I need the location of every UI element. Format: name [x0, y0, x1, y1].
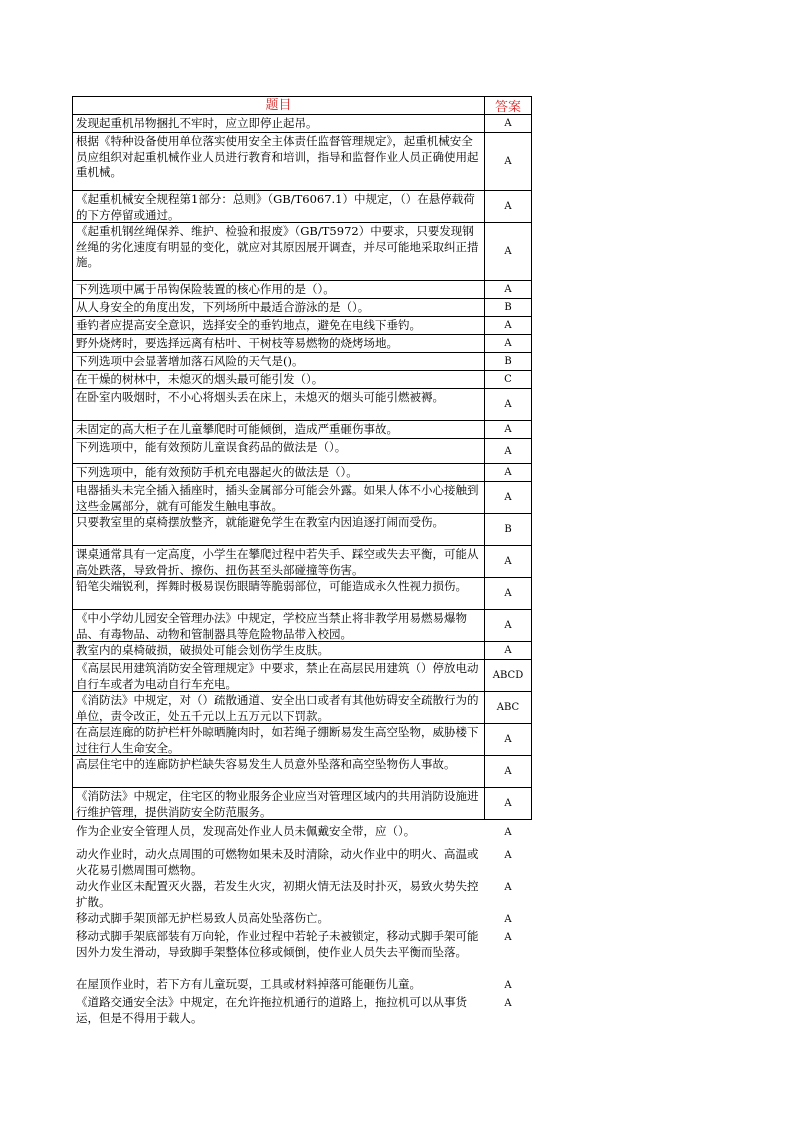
table-row [72, 482, 532, 514]
table-row [72, 910, 532, 928]
question-text: 《起重机械安全规程第1部分：总则》（GB/T6067.1）中规定，（）在悬停载荷的下方停留或通过。 [72, 191, 484, 223]
question-text: 教室内的桌椅破损，破损处可能会划伤学生皮肤。 [72, 642, 484, 660]
question-text: 《道路交通安全法》中规定，在允许拖拉机通行的道路上，拖拉机可以从事货运，但是不得用于载人。 [76, 995, 467, 1025]
answer-cell: A [484, 335, 532, 353]
answer-cell: A [484, 191, 532, 223]
question-text: 《消防法》中规定，住宅区的物业服务企业应当对管理区域内的共用消防设施进行维护管理，提供消防安全防范服务。 [72, 788, 484, 820]
table-row [72, 223, 532, 281]
answer-cell: A [484, 610, 532, 642]
table-row [72, 976, 532, 994]
table-row [72, 335, 532, 353]
question-text: 《起重机钢丝绳保养、维护、检验和报废》（GB/T5972）中要求，只要发现钢丝绳的劣化速度有明显的变化，就应对其原因展开调查，并尽可能地采取纠正措施。 [72, 223, 484, 281]
answer-cell: A [504, 827, 512, 838]
answer-cell: A [484, 439, 532, 464]
answer-cell: A [484, 546, 532, 578]
question-text: 《中小学幼儿园安全管理办法》中规定，学校应当禁止将非教学用易燃易爆物品、有毒物品、动物和管制器具等危险物品带入校园。 [72, 610, 484, 642]
answer-cell: A [504, 980, 512, 991]
question-text: 移动式脚手架顶部无护栏易致人员高处坠落伤亡。 [76, 911, 329, 925]
table-row [72, 660, 532, 692]
answer-cell: A [484, 756, 532, 788]
table-row [72, 464, 532, 482]
answer-cell: B [484, 353, 532, 371]
answer-cell: C [484, 371, 532, 389]
answer-cell: A [504, 998, 512, 1009]
answer-cell: A [484, 281, 532, 299]
answer-cell: A [484, 317, 532, 335]
table-row [72, 299, 532, 317]
table-row [72, 642, 532, 660]
answer-cell: A [484, 115, 532, 133]
answer-cell: A [484, 642, 532, 660]
answer-cell: A [484, 482, 532, 514]
answer-cell: A [504, 932, 512, 943]
table-row [72, 994, 532, 1026]
table-row [72, 353, 532, 371]
answer-cell: A [484, 724, 532, 756]
unbordered-list-body [72, 823, 532, 1026]
table-row [72, 546, 532, 578]
question-text: 铅笔尖端锐利，挥舞时极易误伤眼睛等脆弱部位，可能造成永久性视力损伤。 [72, 578, 484, 610]
question-text: 在屋顶作业时，若下方有儿童玩耍，工具或材料掉落可能砸伤儿童。 [76, 977, 421, 991]
table-row [72, 610, 532, 642]
answer-cell: A [484, 788, 532, 820]
table-row [72, 281, 532, 299]
answer-cell: A [484, 578, 532, 610]
question-column-header: 题目 [72, 96, 484, 115]
question-text: 只要教室里的桌椅摆放整齐，就能避免学生在教室内因追逐打闹而受伤。 [72, 514, 484, 546]
question-text: 发现起重机吊物捆扎不牢时，应立即停止起吊。 [72, 115, 484, 133]
table-row [72, 788, 532, 820]
answer-cell: A [484, 464, 532, 482]
question-text: 高层住宅中的连廊防护栏缺失容易发生人员意外坠落和高空坠物伤人事故。 [72, 756, 484, 788]
table-row [72, 756, 532, 788]
answer-cell: A [484, 421, 532, 439]
answer-cell: A [484, 389, 532, 421]
question-text: 下列选项中会显著增加落石风险的天气是()。 [72, 353, 484, 371]
table-row [72, 439, 532, 464]
answer-cell: A [504, 914, 512, 925]
table-row [72, 724, 532, 756]
table-row [72, 692, 532, 724]
question-text: 作为企业安全管理人员，发现高处作业人员未佩戴安全带，应（）。 [76, 824, 416, 838]
table-row [72, 514, 532, 546]
question-text: 《高层民用建筑消防安全管理规定》中要求，禁止在高层民用建筑（）停放电动自行车或者为电动自行车充电。 [72, 660, 484, 692]
answer-cell: B [484, 299, 532, 317]
answer-cell: ABCD [484, 660, 532, 692]
question-text: 下列选项中属于吊钩保险装置的核心作用的是（）。 [72, 281, 484, 299]
question-text: 移动式脚手架底部装有万向轮，作业过程中若轮子未被锁定，移动式脚手架可能因外力发生滑动，导致脚手架整体位移或倾倒，使作业人员失去平衡而坠落。 [76, 929, 479, 959]
answer-cell: ABC [484, 692, 532, 724]
bordered-table-body [72, 115, 532, 820]
question-text: 下列选项中，能有效预防儿童误食药品的做法是（）。 [72, 439, 484, 464]
table-row [72, 191, 532, 223]
header-row [72, 96, 532, 115]
question-text: 动火作业时，动火点周围的可燃物如果未及时清除，动火作业中的明火、高温或火花易引燃周围可燃物。 [76, 847, 479, 877]
table-row [72, 846, 532, 878]
answer-cell: A [484, 223, 532, 281]
question-text: 野外烧烤时，要选择远离有枯叶、干树枝等易燃物的烧烤场地。 [72, 335, 484, 353]
answer-cell: A [504, 882, 512, 893]
question-text: 在干燥的树林中，未熄灭的烟头最可能引发（）。 [72, 371, 484, 389]
question-answer-sheet [72, 96, 532, 1026]
question-text: 在卧室内吸烟时，不小心将烟头丢在床上，未熄灭的烟头可能引燃被褥。 [72, 389, 484, 421]
question-text: 课桌通常具有一定高度，小学生在攀爬过程中若失手、踩空或失去平衡，可能从高处跌落，导致骨折、擦伤、扭伤甚至头部碰撞等伤害。 [72, 546, 484, 578]
question-text: 垂钓者应提高安全意识，选择安全的垂钓地点，避免在电线下垂钓。 [72, 317, 484, 335]
table-row [72, 133, 532, 191]
answer-cell: A [504, 850, 512, 861]
table-row [72, 371, 532, 389]
table-row [72, 823, 532, 846]
question-text: 从人身安全的角度出发，下列场所中最适合游泳的是（）。 [72, 299, 484, 317]
question-text: 未固定的高大柜子在儿童攀爬时可能倾倒，造成严重砸伤事故。 [72, 421, 484, 439]
table-row [72, 389, 532, 421]
question-text: 电器插头未完全插入插座时，插头金属部分可能会外露。如果人体不小心接触到这些金属部分，就有可能发生触电事故。 [72, 482, 484, 514]
question-text: 在高层连廊的防护栏杆外晾晒腌肉时，如若绳子绷断易发生高空坠物，威胁楼下过往行人生命安全。 [72, 724, 484, 756]
answer-cell: B [484, 514, 532, 546]
table-row [72, 928, 532, 976]
answer-column-header: 答案 [484, 96, 532, 115]
question-text: 《消防法》中规定，对（）疏散通道、安全出口或者有其他妨碍安全疏散行为的单位，责令改正，处五千元以上五万元以下罚款。 [72, 692, 484, 724]
answer-cell: A [484, 133, 532, 191]
question-text: 根据《特种设备使用单位落实使用安全主体责任监督管理规定》，起重机械安全员应组织对起重机械作业人员进行教育和培训，指导和监督作业人员正确使用起重机械。 [72, 133, 484, 191]
question-text: 动火作业区未配置灭火器，若发生火灾，初期火情无法及时扑灭，易致火势失控扩散。 [76, 879, 479, 909]
table-row [72, 878, 532, 910]
table-row [72, 578, 532, 610]
table-row [72, 115, 532, 133]
table-row [72, 317, 532, 335]
table-row [72, 421, 532, 439]
question-text: 下列选项中，能有效预防手机充电器起火的做法是（）。 [72, 464, 484, 482]
